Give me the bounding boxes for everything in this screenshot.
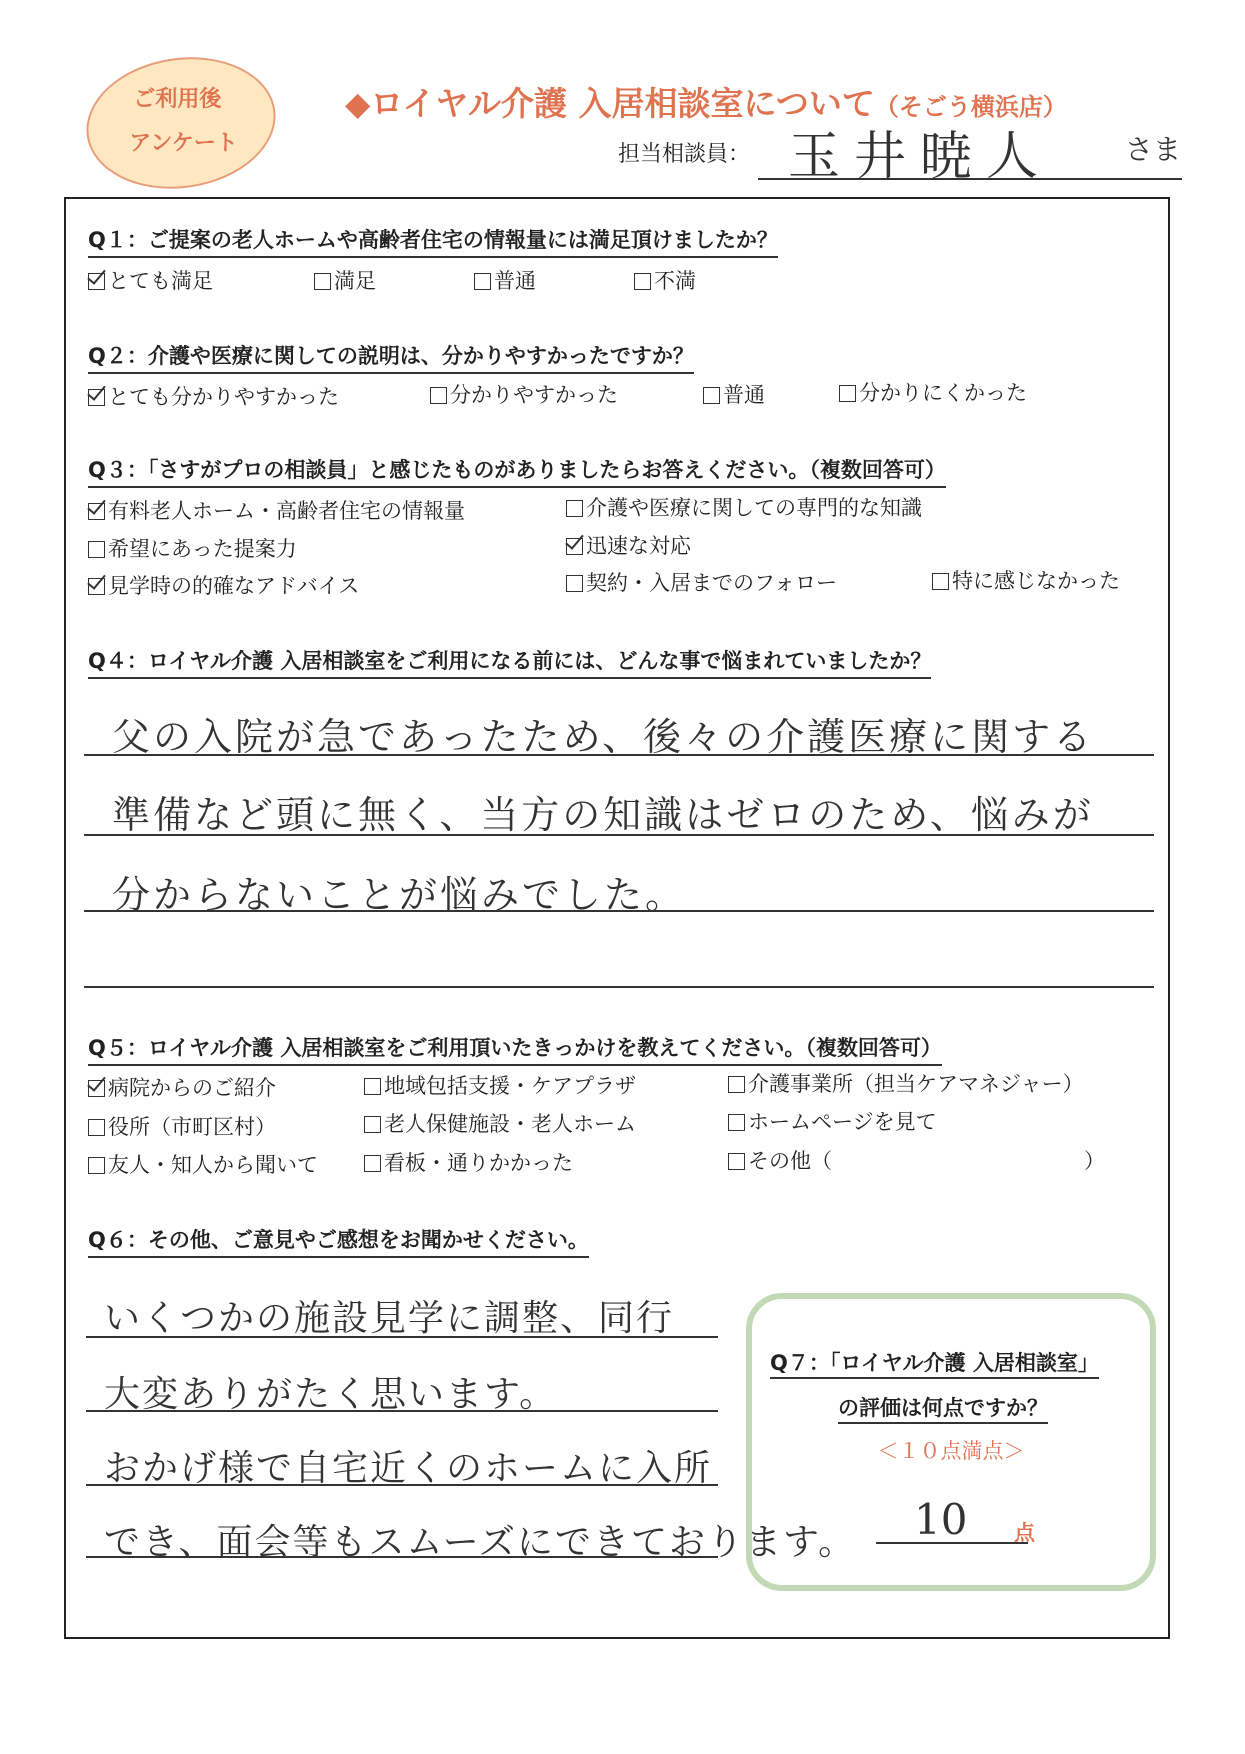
q2-option-normal[interactable]	[703, 379, 765, 409]
option-label: その他（	[748, 1149, 832, 1173]
q5-question: Q５：ロイヤル介護 入居相談室をご利用頂いたきっかけを教えてください。（複数回答可）	[88, 1032, 942, 1066]
q3-option-proposal[interactable]	[88, 533, 297, 563]
q1-option-dissatisfied[interactable]	[634, 265, 696, 295]
option-label: 普通	[494, 269, 536, 293]
checkbox[interactable]	[474, 273, 491, 290]
q4-answer-line: 準備など頭に無く、当方の知識はゼロのため、悩みが	[112, 793, 1094, 837]
answer-rule	[84, 754, 1154, 756]
q2-option-clear[interactable]	[430, 379, 618, 409]
option-label: 不満	[654, 269, 696, 293]
option-label: 分かりやすかった	[450, 383, 618, 407]
option-label: 分かりにくかった	[859, 381, 1027, 405]
q5-option-friend[interactable]	[88, 1149, 318, 1179]
staff-name-handwritten: 玉井暁人	[788, 127, 1053, 187]
q6-answer-line: いくつかの施設見学に調整、同行	[104, 1298, 675, 1339]
checkbox[interactable]	[703, 387, 720, 404]
q7-max-score: ＜１０点満点＞	[877, 1439, 1025, 1463]
title-text: ◆ロイヤル介護 入居相談室について	[345, 84, 875, 123]
answer-rule	[84, 986, 1154, 988]
option-label: 介護事業所（担当ケアマネジャー）	[748, 1072, 1084, 1096]
checkbox[interactable]	[566, 575, 583, 592]
q3-option-quick-response[interactable]	[566, 530, 691, 560]
q2-question: Q２：介護や医療に関しての説明は、分かりやすかったですか？	[88, 340, 694, 374]
badge-line1: ご利用後	[133, 87, 222, 113]
q4-answer-line: 分からないことが悩みでした。	[112, 873, 687, 917]
checkbox[interactable]	[88, 541, 105, 558]
checkbox[interactable]	[839, 385, 856, 402]
answer-rule	[86, 1410, 718, 1412]
checkbox[interactable]	[932, 573, 949, 590]
q6-answer-line: 大変ありがたく思います。	[104, 1374, 558, 1415]
option-label: 見学時の的確なアドバイス	[108, 574, 360, 598]
badge-line2: アンケート	[129, 130, 238, 156]
checkbox-checked[interactable]	[88, 273, 105, 290]
q6-answer-line: おかげ様で自宅近くのホームに入所	[104, 1448, 713, 1489]
option-label: とても満足	[108, 269, 213, 293]
q7-rating-box	[746, 1293, 1156, 1591]
q2-option-unclear[interactable]	[839, 377, 1027, 407]
q7-score-unit: 点	[1014, 1521, 1035, 1545]
checkbox[interactable]	[364, 1078, 381, 1095]
q4-question: Q４：ロイヤル介護 入居相談室をご利用になる前には、どんな事で悩まれていましたか？	[88, 645, 931, 679]
q1-option-normal[interactable]	[474, 265, 536, 295]
q2-option-very-clear[interactable]	[88, 381, 339, 411]
q6-answer-line: でき、面会等もスムーズにできております。	[104, 1522, 857, 1563]
q3-option-follow[interactable]	[566, 567, 837, 597]
option-label: ホームページを見て	[748, 1110, 937, 1134]
answer-rule	[84, 910, 1154, 912]
answer-rule	[86, 1484, 718, 1486]
staff-underline	[758, 178, 1182, 180]
q3-question: Q３：「さすがプロの相談員」と感じたものがありましたらお答えください。（複数回答可）	[88, 454, 946, 488]
q1-question: Q１：ご提案の老人ホームや高齢者住宅の情報量には満足頂けましたか？	[88, 224, 778, 258]
q4-answer-line: 父の入院が急であったため、後々の介護医療に関する	[112, 715, 1095, 759]
option-label: 迅速な対応	[586, 534, 691, 558]
option-label: 地域包括支援・ケアプラザ	[384, 1074, 636, 1098]
option-label: 特に感じなかった	[952, 569, 1120, 593]
q5-option-hospital[interactable]	[88, 1072, 276, 1102]
checkbox[interactable]	[728, 1153, 745, 1170]
q5-option-community[interactable]	[364, 1070, 636, 1100]
checkbox-checked[interactable]	[88, 389, 105, 406]
q6-question: Q６：その他、ご意見やご感想をお聞かせください。	[88, 1224, 589, 1258]
option-label: 介護や医療に関しての専門的な知識	[586, 496, 922, 520]
checkbox-checked[interactable]	[88, 503, 105, 520]
checkbox[interactable]	[364, 1155, 381, 1172]
checkbox[interactable]	[566, 500, 583, 517]
q7-question-line1: Q７：「ロイヤル介護 入居相談室」	[770, 1347, 1099, 1379]
q5-other-close-paren: ）	[1084, 1149, 1105, 1173]
option-label: とても分かりやすかった	[108, 385, 339, 409]
checkbox[interactable]	[430, 387, 447, 404]
option-label: 有料老人ホーム・高齢者住宅の情報量	[108, 499, 465, 523]
q7-score-handwritten[interactable]: 10	[914, 1495, 968, 1544]
q1-option-very-satisfied[interactable]	[88, 265, 213, 295]
checkbox[interactable]	[88, 1119, 105, 1136]
option-label: 希望にあった提案力	[108, 537, 297, 561]
survey-badge	[78, 45, 284, 200]
option-label: 満足	[334, 269, 376, 293]
option-label: 病院からのご紹介	[108, 1076, 276, 1100]
q3-option-expertise[interactable]	[566, 492, 922, 522]
checkbox[interactable]	[88, 1157, 105, 1174]
option-label: 普通	[723, 383, 765, 407]
checkbox[interactable]	[314, 273, 331, 290]
q5-option-signboard[interactable]	[364, 1147, 573, 1177]
q5-option-homepage[interactable]	[728, 1106, 937, 1136]
checkbox[interactable]	[728, 1076, 745, 1093]
store-name: （そごう横浜店）	[874, 93, 1067, 121]
checkbox-checked[interactable]	[566, 538, 583, 555]
q7-question-line2: の評価は何点ですか？	[838, 1392, 1048, 1424]
q3-option-info[interactable]	[88, 495, 465, 525]
option-label: 友人・知人から聞いて	[108, 1153, 318, 1177]
staff-suffix: さま	[1125, 133, 1182, 166]
q5-option-other[interactable]	[728, 1145, 832, 1175]
answer-rule	[86, 1336, 718, 1338]
checkbox[interactable]	[634, 273, 651, 290]
q5-option-facility[interactable]	[364, 1108, 636, 1138]
checkbox[interactable]	[364, 1116, 381, 1133]
checkbox[interactable]	[728, 1114, 745, 1131]
option-label: 看板・通りかかった	[384, 1151, 573, 1175]
q3-option-advice[interactable]	[88, 570, 359, 600]
answer-rule	[86, 1556, 718, 1558]
q1-option-satisfied[interactable]	[314, 265, 376, 295]
q5-option-city-office[interactable]	[88, 1111, 276, 1141]
option-label: 老人保健施設・老人ホーム	[384, 1112, 636, 1136]
q3-option-none[interactable]	[932, 565, 1120, 595]
staff-label: 担当相談員：	[618, 142, 751, 167]
option-label: 役所（市町区村）	[108, 1115, 276, 1139]
score-underline	[876, 1542, 1028, 1544]
answer-rule	[84, 834, 1154, 836]
checkbox-checked[interactable]	[88, 578, 105, 595]
option-label: 契約・入居までのフォロー	[586, 571, 837, 595]
q5-option-care-office[interactable]	[728, 1068, 1084, 1098]
checkbox-checked[interactable]	[88, 1080, 105, 1097]
